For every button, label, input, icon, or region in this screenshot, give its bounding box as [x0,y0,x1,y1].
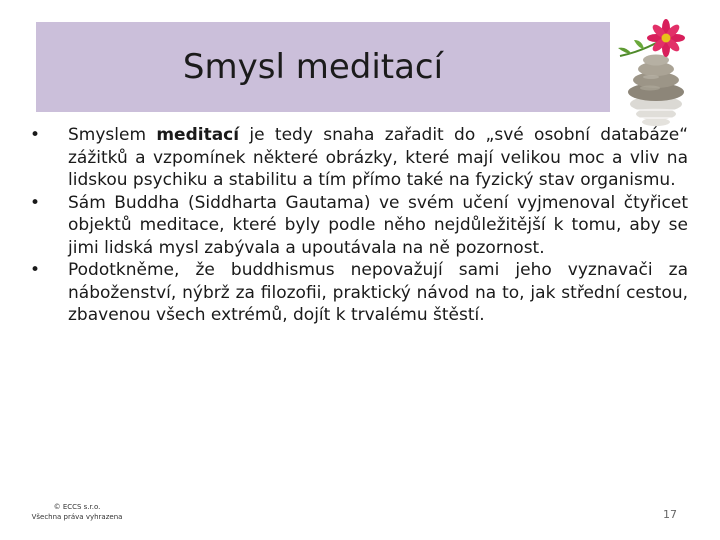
bullet-text-bold: meditací [156,125,240,145]
page-number: 17 [663,508,677,521]
bullet-text: Podotkněme, že buddhismus nepovažují sami jeho vyznavači za náboženství, nýbrž za filozofii, praktický návod na to, jak střední cestou, zbavenou všech extrémů, dojít k trvalému štěstí. [68,260,688,325]
rights-text: Všechna práva vyhrazena [31,513,123,521]
bullet-text-end: je tedy snaha zařadit do „své osobní databáze“ zážitků a vzpomínek některé obrázky, které mají velikou moc a vliv na lidskou psychiku a stabilitu a tím přímo také na fyzický stav organismu. [68,125,688,190]
bullet-item [28,192,688,260]
bullet-item [28,259,688,327]
bullet-symbol: • [30,260,41,280]
bullet-symbol: • [30,192,41,213]
flower [647,19,685,57]
stones [628,55,684,102]
bullet-text-start: Smyslem [68,125,157,145]
copyright-text: © ECCS s.r.o. [53,503,101,511]
bullet-list [28,124,688,327]
flower-on-stones-icon [596,18,716,130]
bullet-item [28,124,688,192]
slide-title: Smysl meditací [182,47,444,87]
bullet-symbol: • [30,125,41,145]
footer-copyright [22,502,132,522]
bullet-text: Sám Buddha (Siddharta Gautama) ve svém učení vyjmenoval čtyřicet objektů meditace, které byly podle něho nejdůležitější k tomu, aby se jimi lidská mysl zabývala a upoutávala na ně pozornost. [68,192,688,258]
